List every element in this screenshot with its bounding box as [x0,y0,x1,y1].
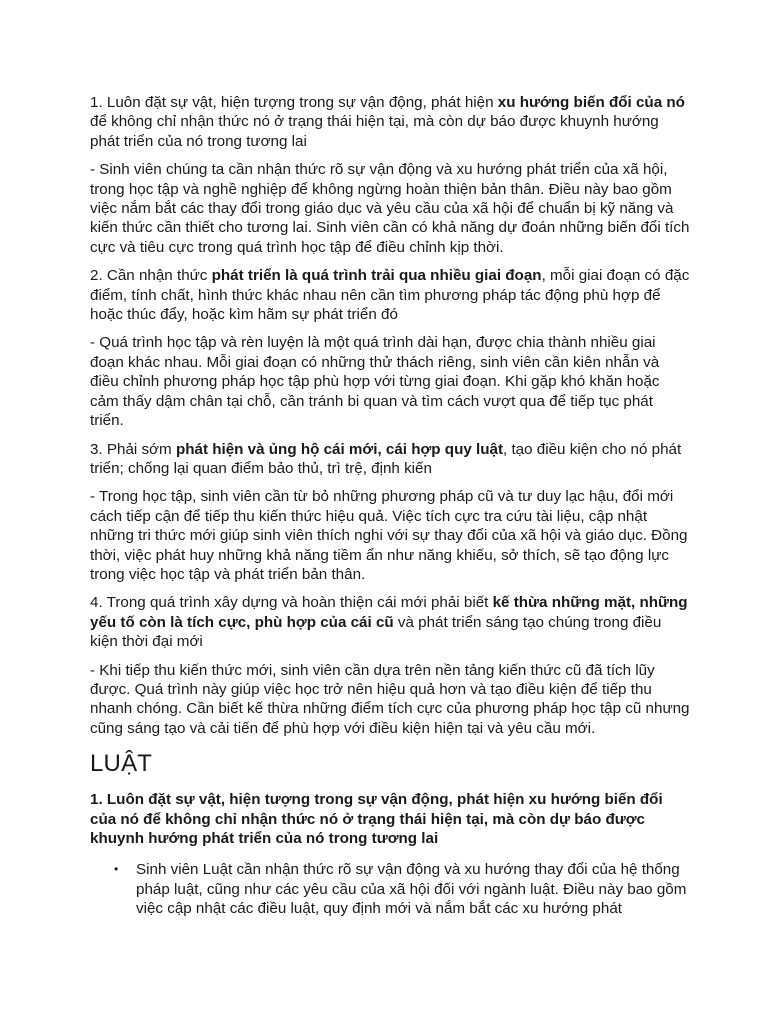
paragraph-explanation-1: - Sinh viên chúng ta cần nhận thức rõ sự vận động và xu hướng phát triển của xã hội, trong học tập và nghề nghiệp để không ngừng hoàn thiện bản thân. Điều này bao gồm việc nắm bắt các thay đổi trong giáo dục và yêu cầu của xã hội để chuẩn bị kỹ năng và kiến thức cần thiết cho tương lai. Sinh viên cần có khả năng dự đoán những biến đổi tích cực và tiêu cực trong quá trình học tập để điều chỉnh kịp thời. [90,161,690,256]
point-1-emphasis: xu hướng biến đổi của nó [497,94,685,111]
document-page [90,93,690,919]
paragraph-point-4 [90,593,690,651]
point-4-text-end: và phát triển sáng tạo chúng trong điều kiện thời đại mới [90,613,662,651]
section-subheading: 1. Luôn đặt sự vật, hiện tượng trong sự vận động, phát hiện xu hướng biến đổi của nó để không chỉ nhận thức nó ở trạng thái hiện tại, mà còn dự báo được khuynh hướng phát triển của nó trong tương lai [90,791,663,847]
list-item [90,860,690,918]
point-4-emphasis: kế thừa những mặt, những yếu tố còn là tích cực, phù hợp của cái cũ [90,594,688,631]
point-2-text: 2. Cần nhận thức [90,267,212,285]
paragraph-point-3 [90,440,690,479]
point-2-text-end: , mỗi giai đoạn có đặc điểm, tính chất, hình thức khác nhau nên cần tìm phương pháp tác động phù hợp để hoặc thúc đẩy, hoặc kìm hãm sự phát triển đó [90,267,690,324]
point-4-text: 4. Trong quá trình xây dựng và hoàn thiện cái mới phải biết [90,594,493,612]
paragraph-point-2 [90,266,690,324]
point-3-text: 3. Phải sớm [90,440,176,458]
point-2-emphasis: phát triển là quá trình trải qua nhiều giai đoạn [211,267,542,285]
point-3-emphasis: phát hiện và ủng hộ cái mới, cái hợp quy luật [175,440,504,458]
section-heading-luat: LUẬT [90,750,153,778]
paragraph-explanation-4: - Khi tiếp thu kiến thức mới, sinh viên cần dựa trên nền tảng kiến thức cũ đã tích lũy được. Quá trình này giúp việc học trở nên hiệu quả hơn và tạo điều kiện để tiếp thu nhanh chóng. Cần biết kế thừa những điểm tích cực của phương pháp học tập cũ nhưng cũng sáng tạo và cải tiến để phù hợp với điều kiện hiện tại và yêu cầu mới. [90,661,690,737]
list-item-text: Sinh viên Luật cần nhận thức rõ sự vận động và xu hướng thay đổi của hệ thống pháp luật, cũng như các yêu cầu của xã hội đối với ngành luật. Điều này bao gồm việc cập nhật các điều luật, quy định mới và nắm bắt các xu hướng phát [136,861,687,918]
bullet-icon: • [114,862,119,877]
paragraph-explanation-3: - Trong học tập, sinh viên cần từ bỏ những phương pháp cũ và tư duy lạc hậu, đổi mới cách tiếp cận để tiếp thu kiến thức hiệu quả. Việc tích cực tra cứu tài liệu, cập nhật những tri thức mới giúp sinh viên thích nghi với sự thay đổi của xã hội và giáo dục. Đồng thời, việc phát huy những khả năng tiềm ẩn như năng khiếu, sở thích, sẽ tạo động lực trong việc học tập và phát triển bản thân. [90,488,688,583]
bullet-list [90,860,690,918]
paragraph-explanation-2: - Quá trình học tập và rèn luyện là một quá trình dài hạn, được chia thành nhiều giai đoạn khác nhau. Mỗi giai đoạn có những thử thách riêng, sinh viên cần kiên nhẫn và điều chỉnh phương pháp học tập phù hợp với từng giai đoạn. Khi gặp khó khăn hoặc cảm thấy dậm chân tại chỗ, cần tránh bi quan và tìm cách vượt qua để tiếp tục phát triển. [90,334,660,430]
point-1-text-end: để không chỉ nhận thức nó ở trạng thái hiện tại, mà còn dự báo được khuynh hướng phát triển của nó trong tương lai [90,113,659,150]
point-1-text: 1. Luôn đặt sự vật, hiện tượng trong sự vận động, phát hiện [90,94,498,111]
point-3-text-end: , tạo điều kiện cho nó phát triển; chống lại quan điểm bảo thủ, trì trệ, định kiến [90,440,682,477]
paragraph-point-1 [90,93,690,151]
